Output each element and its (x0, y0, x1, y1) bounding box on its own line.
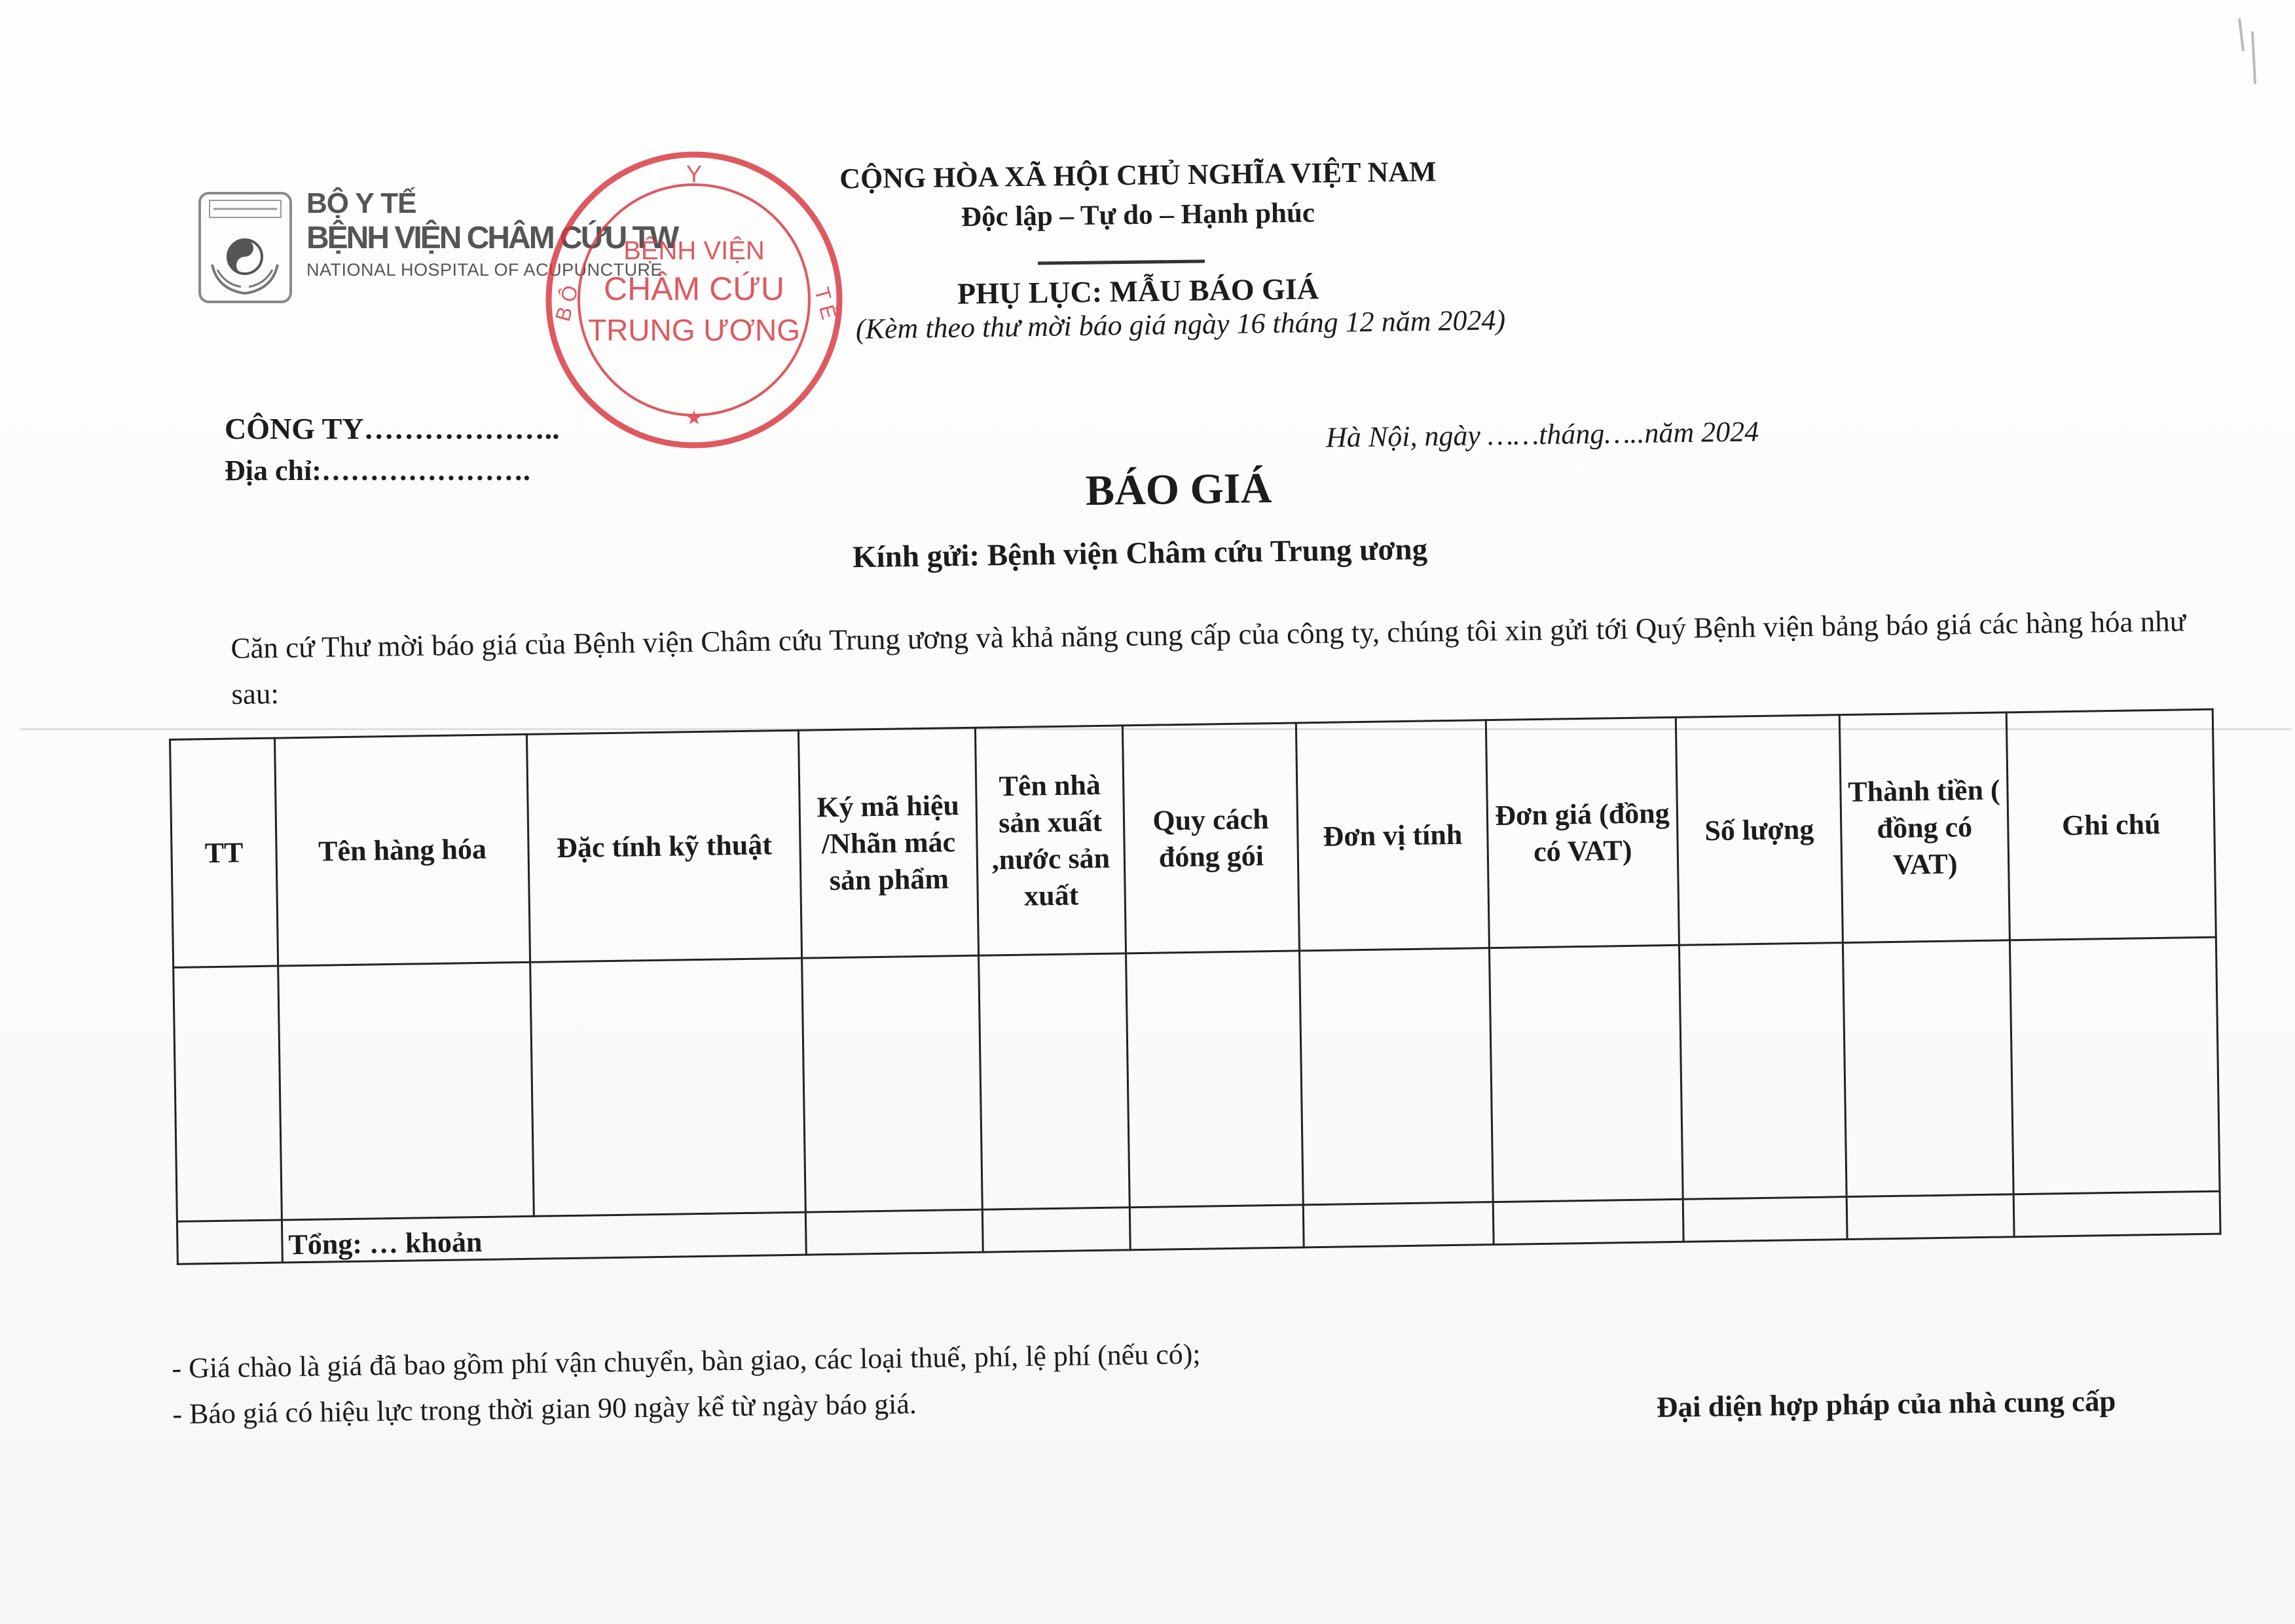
date-line: Hà Nội, ngày ……tháng…..năm 2024 (1325, 415, 1759, 454)
intro-paragraph: Căn cứ Thư mời báo giá của Bệnh viện Châm cứu Trung ương và khả năng cung cấp của công ty, chúng tôi xin gửi tới Quý Bệnh viện bảng báo giá các hàng hóa như sau: (230, 604, 2186, 710)
hospital-logo-icon (198, 191, 293, 304)
seal-line-1: BỆNH VIỆN (623, 236, 765, 265)
cell-notes (2010, 937, 2220, 1194)
seal-star-icon: ★ (685, 407, 703, 430)
total-cell-packaging (1129, 1205, 1304, 1250)
col-header-model: Ký mã hiệu /Nhãn mác sản phẩm (798, 728, 978, 958)
seal-line-3: TRUNG ƯƠNG (587, 313, 801, 347)
logo-english-name: NATIONAL HOSPITAL OF ACUPUNCTURE (306, 260, 663, 280)
col-header-specs: Đặc tính kỹ thuật (526, 730, 801, 962)
logo-hospital-name: BỆNH VIỆN CHÂM CỨU TW (306, 221, 678, 255)
appendix-title: PHỤ LỤC: MẪU BÁO GIÁ (957, 272, 1319, 310)
cell-specs (530, 958, 806, 1216)
note-item: - Giá chào là giá đã bao gồm phí vận chuyển, bàn giao, các loại thuế, phí, lệ phí (nếu có); (172, 1338, 1201, 1384)
notes-block (172, 1331, 1202, 1437)
pen-mark (2226, 12, 2272, 90)
seal-top-letter: Y (686, 160, 703, 187)
company-name-field: CÔNG TY……………….. (225, 412, 560, 445)
cell-model (802, 955, 983, 1212)
cell-unit (1299, 948, 1493, 1205)
col-header-amount: Thành tiền ( đồng có VAT) (1839, 712, 2010, 943)
note-item: - Báo giá có hiệu lực trong thời gian 90 ngày kể từ ngày báo giá. (172, 1388, 917, 1430)
country-name: CỘNG HÒA XÃ HỘI CHỦ NGHĨA VIỆT NAM (839, 155, 1437, 195)
col-header-manufacturer: Tên nhà sản xuất ,nước sản xuất (975, 726, 1126, 955)
total-cell-manufacturer (982, 1208, 1130, 1252)
cell-amount (1843, 940, 2013, 1197)
company-address-field: Địa chỉ:…………………. (225, 454, 530, 487)
total-cell-quantity (1683, 1197, 1847, 1242)
national-motto: Độc lập – Tự do – Hạnh phúc (961, 197, 1315, 233)
total-cell-model (805, 1209, 983, 1255)
cell-manufacturer (979, 953, 1130, 1209)
quotation-table-container (169, 709, 2220, 1265)
col-header-unit-price: Đơn giá (đồng có VAT) (1486, 717, 1679, 948)
table-row (174, 937, 2220, 1221)
cell-quantity (1679, 943, 1846, 1200)
cell-unit-price (1489, 945, 1683, 1202)
col-header-unit: Đơn vị tính (1296, 720, 1489, 951)
col-header-quantity: Số lượng (1676, 715, 1843, 946)
total-cell-unit (1303, 1202, 1494, 1247)
seal-left-letters: B Ộ (550, 282, 583, 324)
document-title: BÁO GIÁ (1085, 464, 1272, 515)
logo-ministry: BỘ Y TẾ (306, 187, 416, 219)
cell-item-name (278, 962, 534, 1220)
total-label: Tổng: … khoản (282, 1212, 806, 1263)
seal-right-letters: T Ế (809, 284, 841, 322)
signature-label: Đại diện hợp pháp của nhà cung cấp (1656, 1384, 2116, 1424)
total-cell-notes (2013, 1191, 2220, 1237)
seal-line-2: CHÂM CỨU (603, 270, 785, 307)
cell-index (174, 966, 282, 1221)
table-header-row (170, 709, 2216, 967)
appendix-subtitle: (Kèm theo thư mời báo giá ngày 16 tháng 12 năm 2024) (855, 304, 1506, 345)
cell-packaging (1126, 951, 1304, 1208)
official-seal-stamp (543, 149, 845, 451)
total-cell-unit-price (1493, 1199, 1683, 1244)
total-cell-amount (1846, 1194, 2014, 1240)
col-header-index: TT (170, 738, 278, 967)
total-cell-index (177, 1220, 282, 1264)
col-header-item-name: Tên hàng hóa (275, 734, 530, 966)
col-header-notes: Ghi chú (2006, 709, 2216, 940)
col-header-packaging: Quy cách đóng gói (1122, 723, 1299, 953)
recipient-line: Kính gửi: Bệnh viện Châm cứu Trung ương (852, 532, 1428, 575)
quotation-table (169, 709, 2222, 1265)
